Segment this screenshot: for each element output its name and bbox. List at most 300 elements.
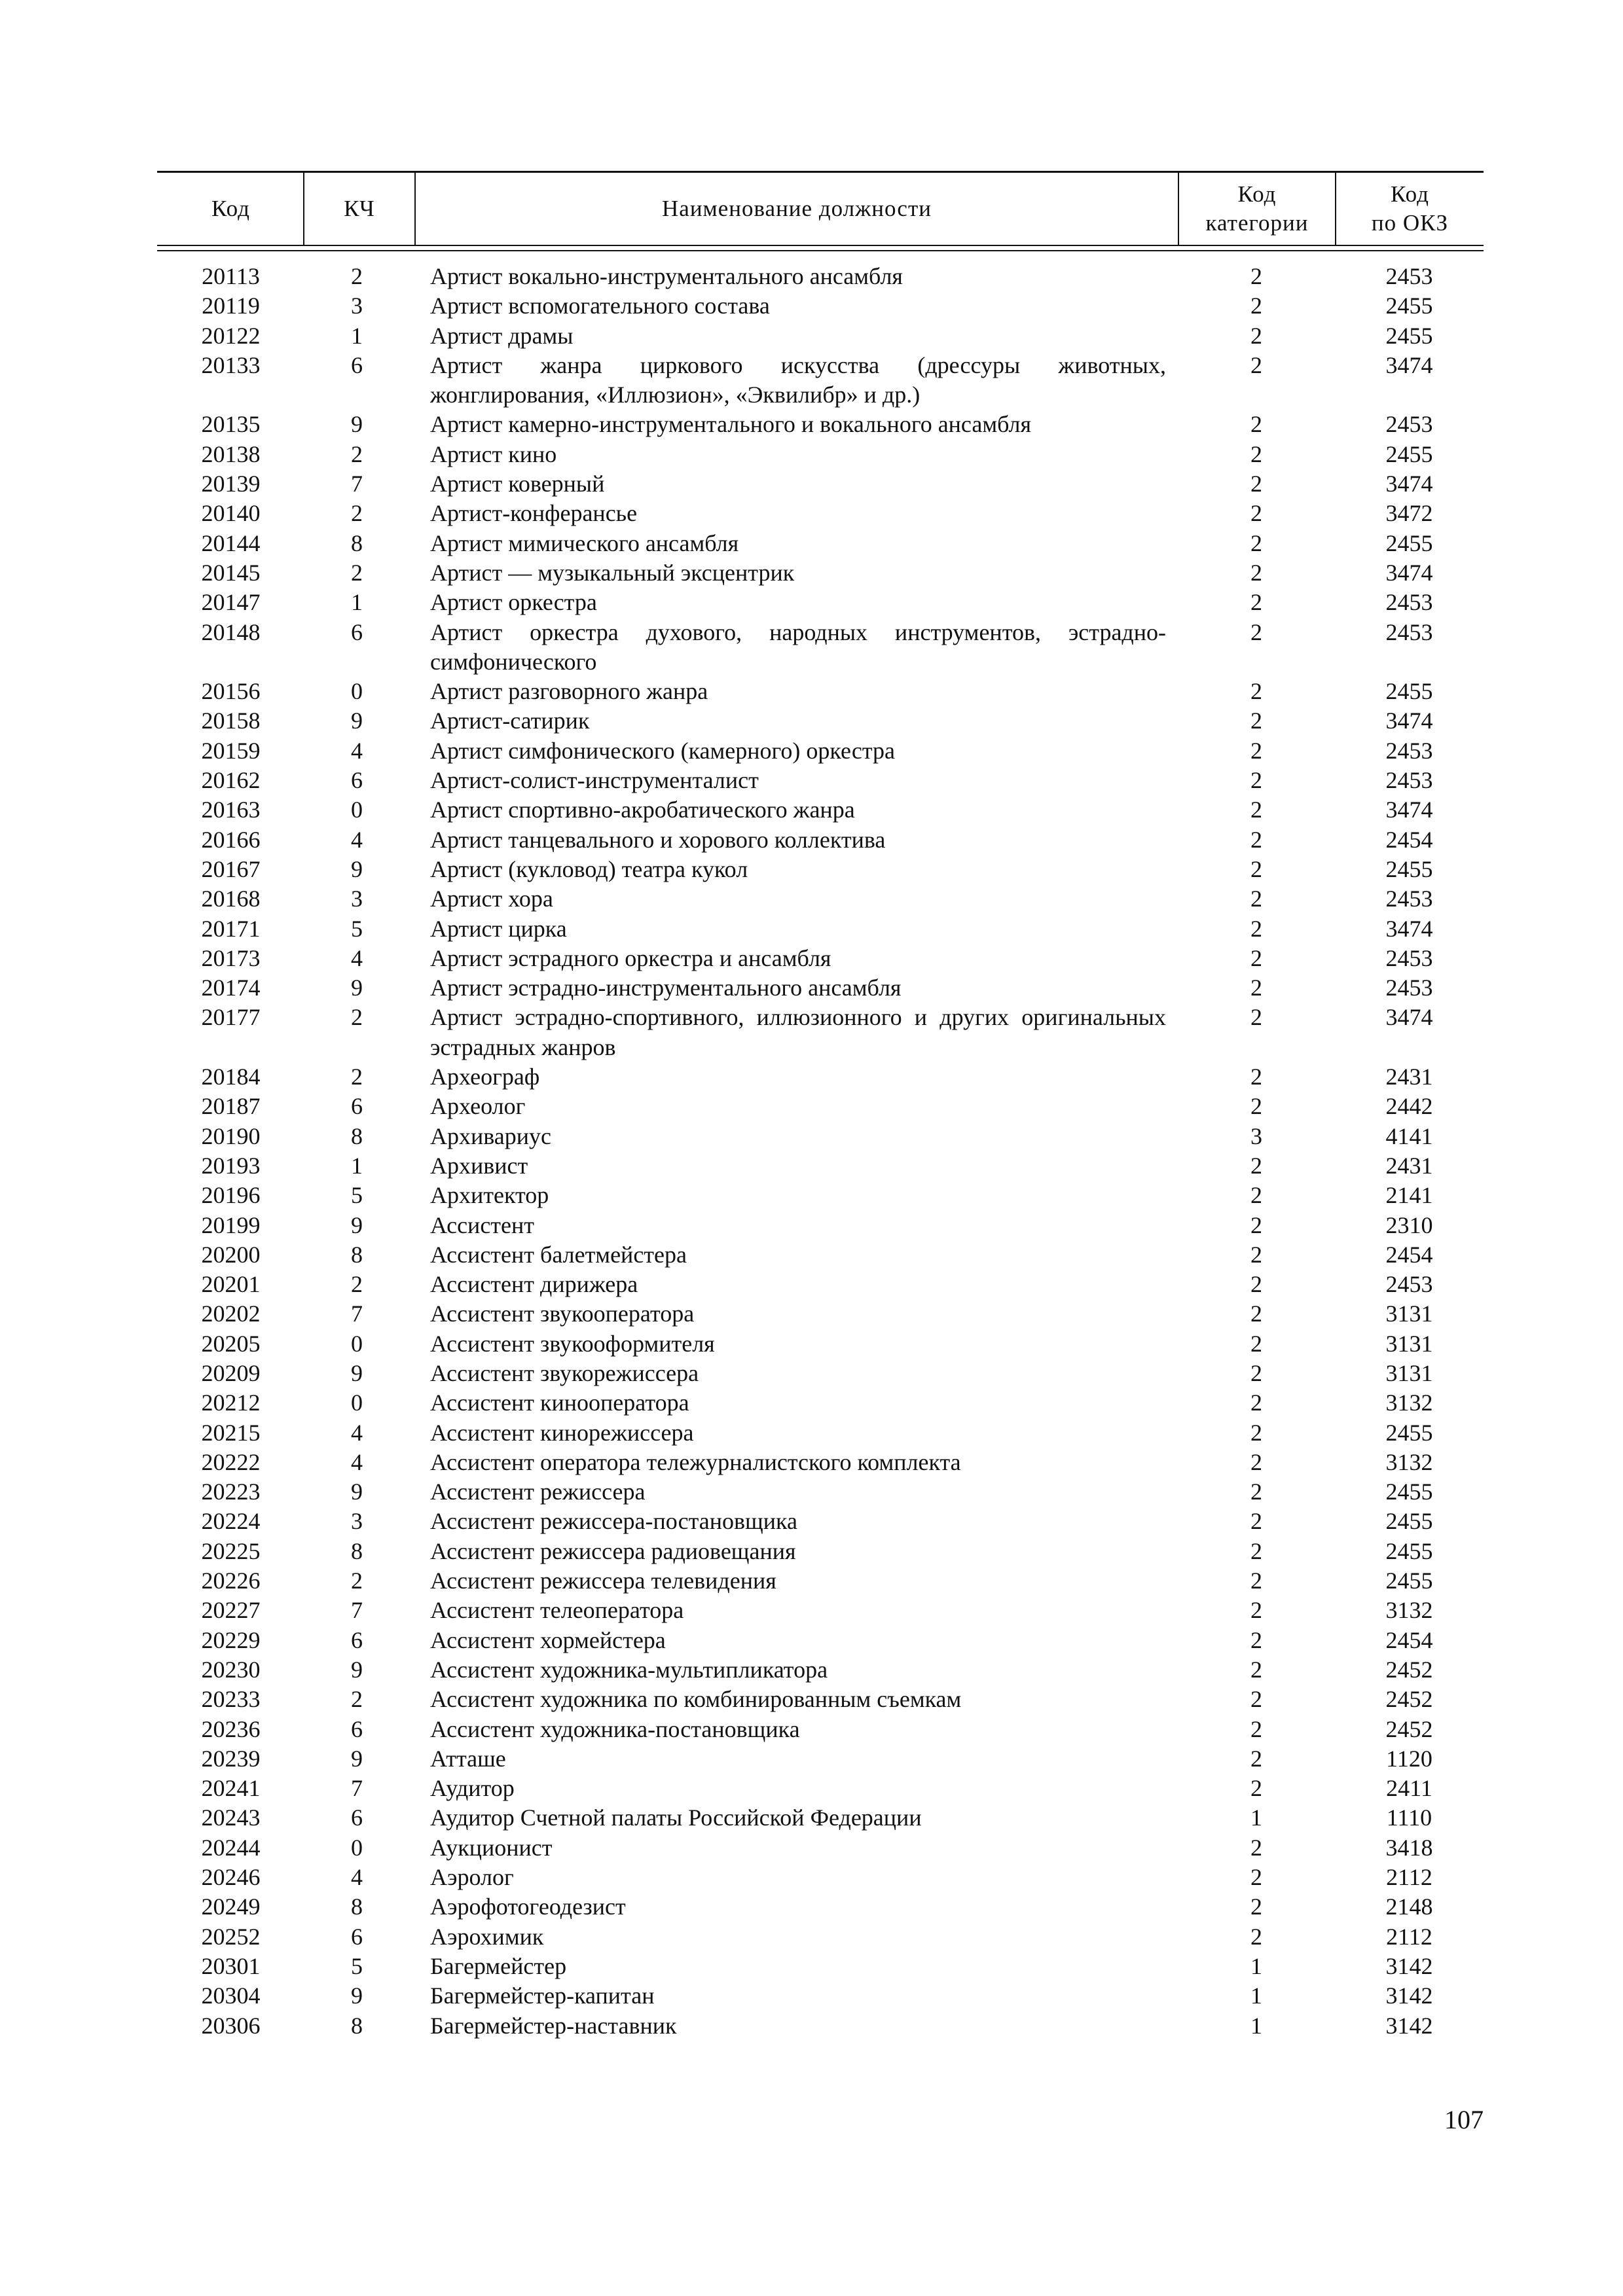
cell-category: 2 — [1250, 1745, 1262, 1772]
table-row — [157, 410, 1484, 439]
cell-okz: 3472 — [1385, 500, 1433, 527]
cell-kch: 8 — [351, 1893, 363, 1920]
cell-name: Артист жанра циркового искусства (дрессуры животных, жонглирования, «Иллюзион», «Эквилибр» и др.) — [430, 351, 1166, 408]
cell-kod: 20215 — [201, 1419, 261, 1446]
cell-okz: 3132 — [1385, 1390, 1433, 1416]
cell-okz: 2452 — [1385, 1656, 1433, 1683]
cell-okz: 2455 — [1385, 1419, 1433, 1446]
table-row — [157, 1596, 1484, 1625]
cell-category: 2 — [1250, 619, 1262, 645]
cell-kch: 7 — [351, 1597, 363, 1624]
cell-okz: 3474 — [1385, 708, 1433, 734]
cell-name: Ассистент художника-мультипликатора — [430, 1656, 828, 1683]
cell-name: Артист симфонического (камерного) оркестра — [430, 737, 895, 764]
cell-name: Археограф — [430, 1064, 540, 1090]
cell-kch: 8 — [351, 1537, 363, 1564]
cell-kod: 20193 — [201, 1152, 261, 1179]
cell-category: 2 — [1250, 826, 1262, 853]
header-bottom-rule — [157, 245, 1484, 246]
cell-name: Артист (кукловод) театра кукол — [430, 855, 748, 882]
cell-category: 1 — [1250, 1982, 1262, 2009]
cell-okz: 2453 — [1385, 1271, 1433, 1298]
cell-kch: 5 — [351, 1952, 363, 1979]
cell-category: 2 — [1250, 855, 1262, 882]
cell-okz: 2452 — [1385, 1686, 1433, 1713]
cell-name: Ассистент художника по комбинированным съемкам — [430, 1686, 962, 1713]
cell-name: Артист коверный — [430, 471, 605, 497]
cell-okz: 2455 — [1385, 1508, 1433, 1535]
cell-kod: 20177 — [201, 1004, 261, 1031]
cell-kod: 20223 — [201, 1479, 261, 1505]
cell-category: 2 — [1250, 975, 1262, 1001]
table-row — [157, 1655, 1484, 1685]
cell-okz: 2453 — [1385, 411, 1433, 438]
cell-name: Архивист — [430, 1152, 528, 1179]
cell-kod: 20148 — [201, 619, 261, 645]
cell-name: Артист оркестра духового, народных инструментов, эстрадно-симфонического — [430, 619, 1166, 675]
cell-category: 2 — [1250, 500, 1262, 527]
cell-kod: 20205 — [201, 1330, 261, 1357]
cell-category: 2 — [1250, 1479, 1262, 1505]
cell-category: 2 — [1250, 1330, 1262, 1357]
cell-name: Ассистент кинорежиссера — [430, 1419, 694, 1446]
cell-name: Багермейстер-капитан — [430, 1982, 655, 2009]
cell-category: 2 — [1250, 1864, 1262, 1891]
cell-category: 1 — [1250, 1804, 1262, 1831]
cell-kod: 20243 — [201, 1804, 261, 1831]
cell-category: 2 — [1250, 529, 1262, 556]
cell-okz: 3474 — [1385, 351, 1433, 378]
table-row — [157, 1744, 1484, 1774]
table-row — [157, 1863, 1484, 1892]
cell-category: 2 — [1250, 1359, 1262, 1386]
table-row — [157, 1803, 1484, 1833]
cell-category: 2 — [1250, 1656, 1262, 1683]
cell-kod: 20239 — [201, 1745, 261, 1772]
cell-okz: 3474 — [1385, 797, 1433, 823]
cell-kch: 4 — [351, 944, 363, 971]
cell-kod: 20233 — [201, 1686, 261, 1713]
table-row — [157, 1418, 1484, 1448]
cell-category: 2 — [1250, 1626, 1262, 1653]
cell-kch: 4 — [351, 1448, 363, 1475]
table-row — [157, 1537, 1484, 1566]
table-row — [157, 291, 1484, 321]
cell-kod: 20212 — [201, 1390, 261, 1416]
cell-kod: 20306 — [201, 2012, 261, 2039]
cell-kch: 7 — [351, 1300, 363, 1327]
cell-name: Артист цирка — [430, 915, 567, 942]
cell-kch: 9 — [351, 855, 363, 882]
cell-kch: 6 — [351, 1804, 363, 1831]
cell-okz: 2431 — [1385, 1064, 1433, 1090]
cell-kch: 9 — [351, 411, 363, 438]
table-row — [157, 529, 1484, 558]
cell-name: Артист спортивно-акробатического жанра — [430, 797, 855, 823]
cell-okz: 2453 — [1385, 619, 1433, 645]
cell-okz: 2455 — [1385, 1568, 1433, 1594]
table-row — [157, 1151, 1484, 1181]
cell-kod: 20140 — [201, 500, 261, 527]
table-row — [157, 1270, 1484, 1299]
cell-okz: 3474 — [1385, 471, 1433, 497]
cell-kch: 6 — [351, 1923, 363, 1950]
table-row — [157, 1892, 1484, 1922]
cell-kod: 20163 — [201, 797, 261, 823]
cell-okz: 2455 — [1385, 678, 1433, 705]
table-row — [157, 321, 1484, 351]
cell-name: Археолог — [430, 1093, 526, 1120]
cell-kod: 20162 — [201, 767, 261, 794]
cell-kch: 2 — [351, 440, 363, 467]
table-row — [157, 795, 1484, 825]
cell-category: 2 — [1250, 1537, 1262, 1564]
cell-name: Аудитор Счетной палаты Российской Федерации — [430, 1804, 922, 1831]
cell-name: Ассистент балетмейстера — [430, 1241, 687, 1268]
cell-kch: 5 — [351, 915, 363, 942]
cell-okz: 3132 — [1385, 1448, 1433, 1475]
cell-kod: 20133 — [201, 351, 261, 378]
cell-okz: 1120 — [1386, 1745, 1432, 1772]
cell-okz: 3132 — [1385, 1597, 1433, 1624]
cell-name: Ассистент художника-постановщика — [430, 1715, 800, 1742]
cell-kch: 6 — [351, 1715, 363, 1742]
table-row — [157, 1240, 1484, 1270]
cell-category: 2 — [1250, 351, 1262, 378]
cell-okz: 2431 — [1385, 1152, 1433, 1179]
table-row — [157, 1359, 1484, 1388]
cell-okz: 3131 — [1385, 1300, 1433, 1327]
cell-kch: 4 — [351, 826, 363, 853]
cell-name: Артист вокально-инструментального ансамбля — [430, 263, 903, 289]
cell-name: Ассистент режиссера — [430, 1479, 646, 1505]
cell-kch: 3 — [351, 1508, 363, 1535]
header-category: Код категории — [1205, 181, 1309, 236]
cell-okz: 2148 — [1385, 1893, 1433, 1920]
cell-kod: 20158 — [201, 708, 261, 734]
cell-kod: 20200 — [201, 1241, 261, 1268]
table-row — [157, 1922, 1484, 1952]
cell-category: 2 — [1250, 797, 1262, 823]
cell-name: Артист драмы — [430, 322, 574, 349]
cell-category: 2 — [1250, 1715, 1262, 1742]
table-row — [157, 825, 1484, 855]
cell-kch: 7 — [351, 471, 363, 497]
cell-kch: 9 — [351, 975, 363, 1001]
table-row — [157, 1685, 1484, 1714]
table-body — [157, 262, 1484, 2041]
cell-kch: 4 — [351, 737, 363, 764]
cell-kod: 20236 — [201, 1715, 261, 1742]
cell-kch: 6 — [351, 351, 363, 378]
cell-kch: 9 — [351, 1656, 363, 1683]
cell-kod: 20156 — [201, 678, 261, 705]
cell-category: 2 — [1250, 471, 1262, 497]
cell-kod: 20187 — [201, 1093, 261, 1120]
cell-okz: 2112 — [1386, 1864, 1432, 1891]
cell-category: 2 — [1250, 411, 1262, 438]
cell-kod: 20119 — [202, 293, 260, 319]
cell-kod: 20202 — [201, 1300, 261, 1327]
cell-category: 2 — [1250, 1241, 1262, 1268]
table-row — [157, 1566, 1484, 1596]
cell-okz: 3131 — [1385, 1359, 1433, 1386]
cell-name: Ассистент оператора тележурналистского комплекта — [430, 1448, 961, 1475]
cell-name: Ассистент режиссера радиовещания — [430, 1537, 796, 1564]
cell-okz: 2453 — [1385, 767, 1433, 794]
cell-kod: 20168 — [201, 886, 261, 912]
cell-okz: 2455 — [1385, 293, 1433, 319]
cell-name: Артист оркестра — [430, 589, 597, 616]
cell-kod: 20145 — [201, 559, 261, 586]
cell-name: Артист вспомогательного состава — [430, 293, 770, 319]
cell-kch: 9 — [351, 1211, 363, 1238]
table-row — [157, 1448, 1484, 1477]
cell-name: Артист кино — [430, 440, 557, 467]
cell-category: 2 — [1250, 1300, 1262, 1327]
cell-kch: 2 — [351, 500, 363, 527]
cell-name: Ассистент телеоператора — [430, 1597, 684, 1624]
cell-kod: 20122 — [201, 322, 261, 349]
cell-okz: 2310 — [1385, 1211, 1433, 1238]
table-row — [157, 1329, 1484, 1359]
cell-category: 2 — [1250, 1064, 1262, 1090]
cell-okz: 2453 — [1385, 944, 1433, 971]
cell-name: Артист камерно-инструментального и вокального ансамбля — [430, 411, 1032, 438]
cell-category: 2 — [1250, 322, 1262, 349]
cell-category: 1 — [1250, 2012, 1262, 2039]
cell-name: Архивариус — [430, 1122, 552, 1149]
cell-okz: 2453 — [1385, 589, 1433, 616]
cell-kch: 8 — [351, 2012, 363, 2039]
table-row — [157, 618, 1484, 677]
cell-kch: 9 — [351, 708, 363, 734]
cell-kch: 6 — [351, 767, 363, 794]
cell-okz: 2442 — [1385, 1093, 1433, 1120]
cell-name: Ассистент режиссера-постановщика — [430, 1508, 797, 1535]
cell-name: Артист-солист-инструменталист — [430, 767, 759, 794]
cell-okz: 3418 — [1385, 1834, 1433, 1861]
cell-okz: 2454 — [1385, 826, 1433, 853]
cell-kod: 20147 — [201, 589, 261, 616]
cell-kod: 20230 — [201, 1656, 261, 1683]
cell-kod: 20244 — [201, 1834, 261, 1861]
cell-kch: 8 — [351, 1122, 363, 1149]
table-row — [157, 1122, 1484, 1151]
table-row — [157, 884, 1484, 914]
cell-category: 2 — [1250, 737, 1262, 764]
cell-okz: 2455 — [1385, 855, 1433, 882]
cell-kch: 2 — [351, 559, 363, 586]
cell-name: Артист хора — [430, 886, 553, 912]
table-row — [157, 855, 1484, 884]
cell-category: 2 — [1250, 1775, 1262, 1802]
cell-kod: 20249 — [201, 1893, 261, 1920]
cell-name: Ассистент режиссера телевидения — [430, 1568, 776, 1594]
table-row — [157, 1774, 1484, 1803]
cell-kch: 1 — [351, 322, 363, 349]
cell-category: 2 — [1250, 1271, 1262, 1298]
cell-kod: 20201 — [201, 1271, 261, 1298]
cell-kch: 7 — [351, 1775, 363, 1802]
cell-category: 2 — [1250, 1448, 1262, 1475]
cell-okz: 2112 — [1386, 1923, 1432, 1950]
cell-okz: 3131 — [1385, 1330, 1433, 1357]
cell-name: Ассистент дирижера — [430, 1271, 638, 1298]
header-kch: КЧ — [344, 195, 375, 221]
cell-kod: 20304 — [201, 1982, 261, 2009]
cell-name: Артист-конферансье — [430, 500, 638, 527]
cell-category: 2 — [1250, 944, 1262, 971]
cell-name: Артист эстрадно-спортивного, иллюзионного и других оригинальных эстрадных жанров — [430, 1004, 1166, 1060]
cell-kch: 0 — [351, 1390, 363, 1416]
cell-kch: 2 — [351, 1271, 363, 1298]
cell-kch: 6 — [351, 1093, 363, 1120]
cell-category: 2 — [1250, 1182, 1262, 1209]
cell-name: Атташе — [430, 1745, 506, 1772]
cell-kod: 20171 — [201, 915, 261, 942]
table-row — [157, 588, 1484, 617]
table-row — [157, 1507, 1484, 1536]
table-row — [157, 1715, 1484, 1744]
table-row — [157, 1477, 1484, 1507]
cell-kch: 6 — [351, 1626, 363, 1653]
table-row — [157, 677, 1484, 706]
cell-name: Ассистент — [430, 1211, 535, 1238]
cell-kod: 20252 — [201, 1923, 261, 1950]
cell-name: Артист — музыкальный эксцентрик — [430, 559, 795, 586]
table-row — [157, 914, 1484, 944]
table-row — [157, 973, 1484, 1003]
cell-name: Аэрохимик — [430, 1923, 544, 1950]
cell-okz: 4141 — [1385, 1122, 1433, 1149]
cell-category: 1 — [1250, 1952, 1262, 1979]
cell-kod: 20246 — [201, 1864, 261, 1891]
cell-kch: 5 — [351, 1182, 363, 1209]
cell-okz: 3474 — [1385, 559, 1433, 586]
table-row — [157, 440, 1484, 469]
cell-category: 2 — [1250, 1893, 1262, 1920]
cell-kch: 2 — [351, 1568, 363, 1594]
cell-name: Артист эстрадного оркестра и ансамбля — [430, 944, 831, 971]
table-row — [157, 1062, 1484, 1092]
cell-category: 2 — [1250, 1152, 1262, 1179]
table-row — [157, 736, 1484, 766]
table-row — [157, 1092, 1484, 1121]
cell-category: 2 — [1250, 559, 1262, 586]
table-row — [157, 706, 1484, 736]
cell-kod: 20227 — [201, 1597, 261, 1624]
cell-okz: 2453 — [1385, 886, 1433, 912]
cell-category: 2 — [1250, 708, 1262, 734]
cell-name: Артист-сатирик — [430, 708, 590, 734]
cell-name: Ассистент звукооформителя — [430, 1330, 715, 1357]
cell-kch: 2 — [351, 1004, 363, 1031]
cell-kod: 20173 — [201, 944, 261, 971]
cell-kch: 2 — [351, 1064, 363, 1090]
cell-category: 2 — [1250, 1508, 1262, 1535]
cell-kch: 8 — [351, 1241, 363, 1268]
cell-okz: 2141 — [1385, 1182, 1433, 1209]
cell-okz: 2455 — [1385, 529, 1433, 556]
table-row — [157, 1833, 1484, 1863]
table-row — [157, 944, 1484, 973]
cell-kod: 20184 — [201, 1064, 261, 1090]
cell-kod: 20224 — [201, 1508, 261, 1535]
cell-okz: 3142 — [1385, 2012, 1433, 2039]
cell-kod: 20135 — [201, 411, 261, 438]
cell-category: 2 — [1250, 1568, 1262, 1594]
cell-category: 2 — [1250, 440, 1262, 467]
cell-category: 2 — [1250, 1597, 1262, 1624]
table-row — [157, 1181, 1484, 1210]
cell-okz: 2453 — [1385, 737, 1433, 764]
cell-kch: 8 — [351, 529, 363, 556]
table-row — [157, 1211, 1484, 1240]
cell-kch: 0 — [351, 1330, 363, 1357]
table-row — [157, 1388, 1484, 1418]
header-kod: Код — [211, 195, 250, 221]
cell-name: Ассистент хормейстера — [430, 1626, 666, 1653]
cell-okz: 2455 — [1385, 440, 1433, 467]
cell-okz: 2455 — [1385, 322, 1433, 349]
cell-kod: 20226 — [201, 1568, 261, 1594]
cell-category: 3 — [1250, 1122, 1262, 1149]
cell-okz: 3474 — [1385, 1004, 1433, 1031]
cell-kch: 2 — [351, 263, 363, 289]
cell-category: 2 — [1250, 1419, 1262, 1446]
cell-okz: 2455 — [1385, 1479, 1433, 1505]
cell-kch: 2 — [351, 1686, 363, 1713]
cell-kod: 20167 — [201, 855, 261, 882]
cell-name: Ассистент звукооператора — [430, 1300, 695, 1327]
cell-category: 2 — [1250, 1686, 1262, 1713]
cell-category: 2 — [1250, 1390, 1262, 1416]
cell-kch: 6 — [351, 619, 363, 645]
cell-kod: 20139 — [201, 471, 261, 497]
cell-kch: 0 — [351, 797, 363, 823]
cell-category: 2 — [1250, 678, 1262, 705]
cell-kch: 9 — [351, 1982, 363, 2009]
cell-name: Архитектор — [430, 1182, 549, 1209]
cell-kod: 20209 — [201, 1359, 261, 1386]
cell-category: 2 — [1250, 263, 1262, 289]
cell-kod: 20196 — [201, 1182, 261, 1209]
cell-category: 2 — [1250, 1211, 1262, 1238]
cell-name: Артист эстрадно-инструментального ансамбля — [430, 975, 902, 1001]
cell-kch: 1 — [351, 589, 363, 616]
cell-category: 2 — [1250, 1923, 1262, 1950]
cell-kod: 20229 — [201, 1626, 261, 1653]
cell-kch: 4 — [351, 1419, 363, 1446]
cell-category: 2 — [1250, 293, 1262, 319]
cell-okz: 1110 — [1386, 1804, 1432, 1831]
cell-kch: 9 — [351, 1745, 363, 1772]
cell-kod: 20113 — [202, 263, 260, 289]
table-row — [157, 558, 1484, 588]
cell-kch: 4 — [351, 1864, 363, 1891]
cell-okz: 2454 — [1385, 1241, 1433, 1268]
cell-name: Ассистент звукорежиссера — [430, 1359, 699, 1386]
cell-kod: 20190 — [201, 1122, 261, 1149]
cell-name: Ассистент кинооператора — [430, 1390, 689, 1416]
cell-name: Артист разговорного жанра — [430, 678, 708, 705]
cell-name: Артист мимического ансамбля — [430, 529, 739, 556]
cell-kod: 20199 — [201, 1211, 261, 1238]
cell-category: 2 — [1250, 589, 1262, 616]
cell-okz: 3142 — [1385, 1982, 1433, 2009]
table-row — [157, 499, 1484, 528]
